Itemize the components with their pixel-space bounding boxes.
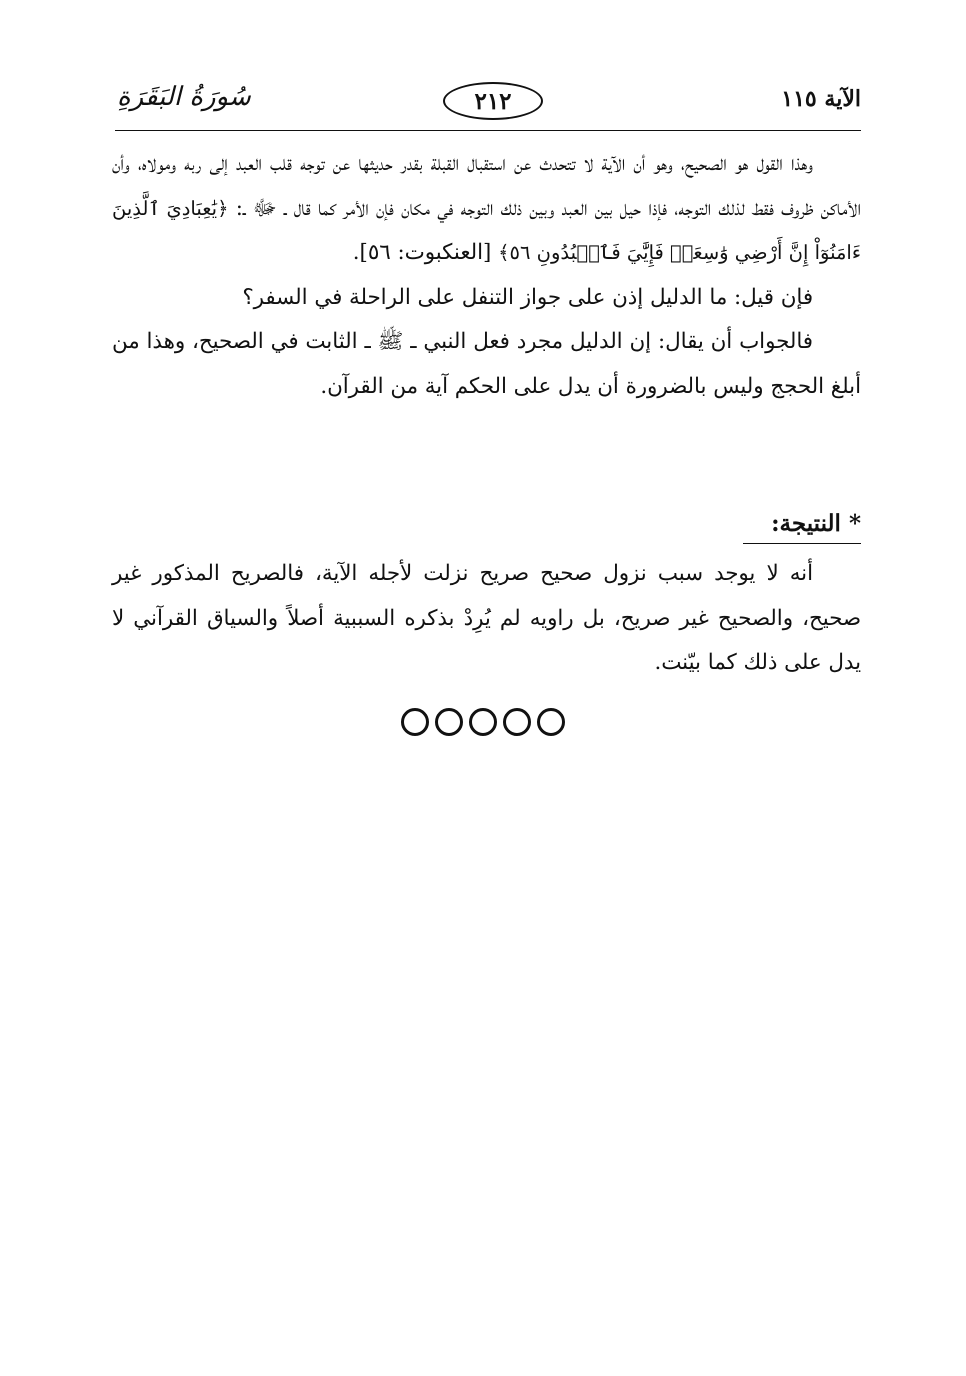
circle-icon [469,708,497,736]
paragraph-text: وهذا القول هو الصحيح، وهو أن الآية لا تتحدث عن استقبال القبلة بقدر حديثها عن توجه قلب العبد إلى ربه ومولاه، وأن الأماكن ظروف فقط لذلك التوجه، فإذا حيل بين العبد وبين ذلك التوجه في مكان فإن الأمر كما قال ـ ﷻ ـ: [112,151,861,221]
quran-citation: [العنكبوت: ٥٦]. [352,240,492,265]
main-text [112,142,861,409]
circle-icon [401,708,429,736]
page-number: ٢١٢ [443,82,543,120]
quran-verse: ﴿يَٰعِبَادِيَ ٱلَّذِينَ ءَامَنُوٓاْ إِنَّ أَرْضِي وَٰسِعَةٞ فَإِيَّٰيَ فَٱعۡبُدُونِ ٥٦﴾ [112,196,861,264]
surah-name: سُورَةُ البَقَرَةِ [117,82,251,112]
header-divider [115,130,861,131]
paragraph [112,142,861,276]
circle-icon [435,708,463,736]
result-section [112,552,861,686]
circle-icon [537,708,565,736]
result-paragraph: أنه لا يوجد سبب نزول صحيح صريح نزلت لأجله الآية، فالصريح المذكور غير صحيح، والصحيح غير صريح، بل راويه لم يُرِدْ بذكره السببية أصلاً والسياق القرآني لا يدل على ذلك كما بيّنت. [112,561,861,675]
paragraph: فإن قيل: ما الدليل إذن على جواز التنفل على الراحلة في السفر؟ [242,284,813,310]
circle-icon [503,708,531,736]
paragraph: فالجواب أن يقال: إن الدليل مجرد فعل النبي ـ ﷺ ـ الثابت في الصحيح، وهذا من أبلغ الحجج وليس بالضرورة أن يدل على الحكم آية من القرآن. [112,329,861,399]
page-header [115,82,861,122]
end-ornament [0,708,966,736]
verse-reference: الآية ١١٥ [781,86,861,112]
section-heading: * النتيجة: [743,510,861,544]
